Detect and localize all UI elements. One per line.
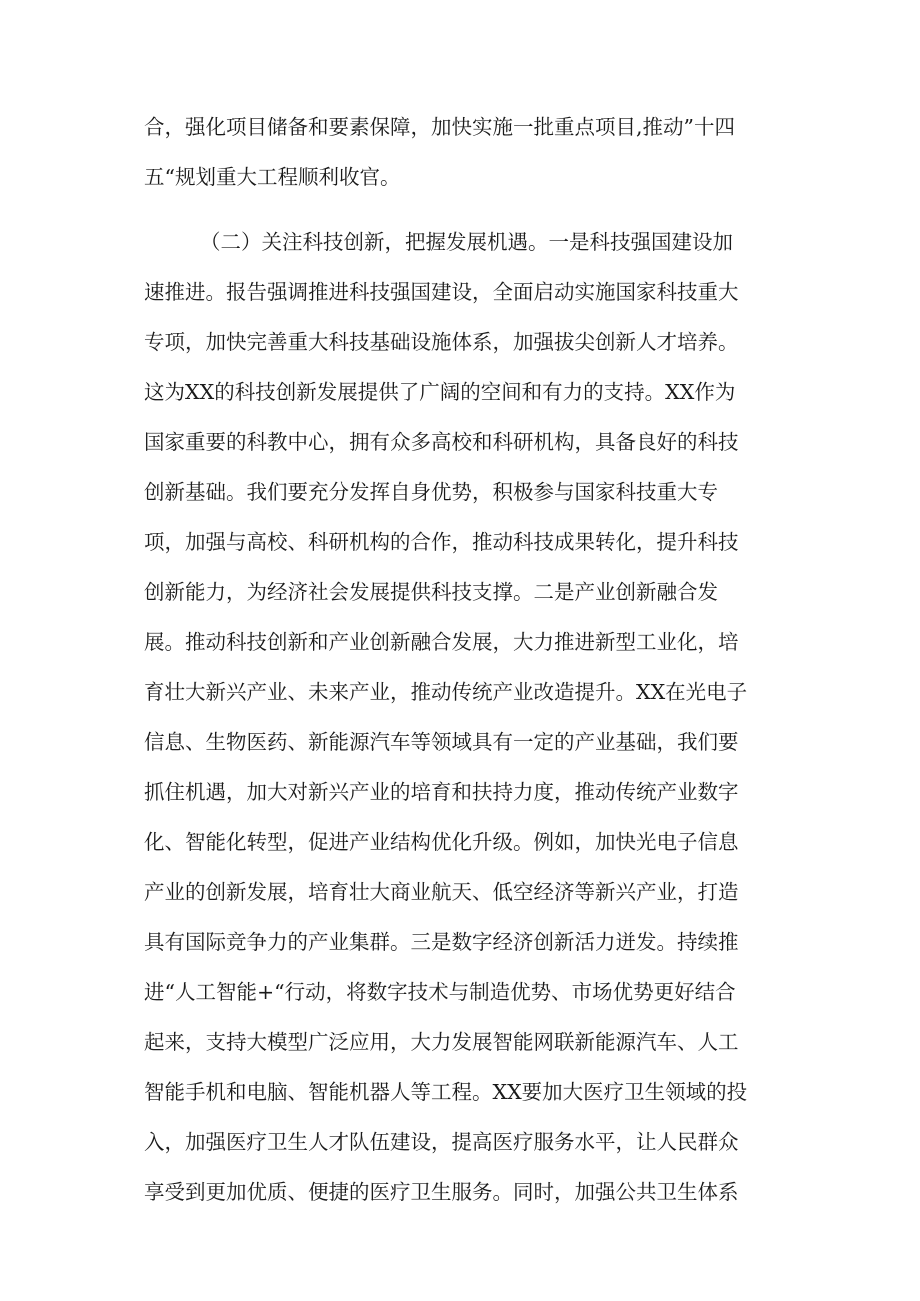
- text-line: 育壮大新兴产业、未来产业，推动传统产业改造提升。XX在光电子: [144, 680, 748, 704]
- text-line: 合，强化项目储备和要素保障，加快实施一批重点项目,推动”十四: [144, 115, 735, 139]
- text-line: 创新基础。我们要充分发挥自身优势，积极参与国家科技重大专: [144, 480, 718, 504]
- text-line: 入，加强医疗卫生人才队伍建设，提高医疗服务水平，让人民群众: [144, 1130, 739, 1154]
- text-line: 创新能力，为经济社会发展提供科技支撑。二是产业创新融合发: [144, 580, 718, 604]
- text-line: 专项，加快完善重大科技基础设施体系，加强拔尖创新人才培养。: [144, 330, 739, 354]
- text-line: 这为XX的科技创新发展提供了广阔的空间和有力的支持。XX作为: [144, 380, 736, 404]
- text-line: 国家重要的科教中心，拥有众多高校和科研机构，具备良好的科技: [144, 430, 739, 454]
- text-line: 展。推动科技创新和产业创新融合发展，大力推进新型工业化，培: [144, 630, 739, 654]
- text-line: 起来，支持大模型广泛应用，大力发展智能网联新能源汽车、人工: [144, 1030, 739, 1054]
- text-line: 项，加强与高校、科研机构的合作，推动科技成果转化，提升科技: [144, 530, 739, 554]
- text-line: 信息、生物医药、新能源汽车等领域具有一定的产业基础，我们要: [144, 730, 739, 754]
- text-line: 产业的创新发展，培育壮大商业航天、低空经济等新兴产业，打造: [144, 880, 739, 904]
- text-line: 具有国际竞争力的产业集群。三是数字经济创新活力迸发。持续推: [144, 930, 739, 954]
- text-line: 化、智能化转型，促进产业结构优化升级。例如，加快光电子信息: [144, 830, 739, 854]
- text-line: 速推进。报告强调推进科技强国建设，全面启动实施国家科技重大: [144, 280, 739, 304]
- text-line: 抓住机遇，加大对新兴产业的培育和扶持力度，推动传统产业数字: [144, 780, 739, 804]
- text-line: 进“人工智能+“行动，将数字技术与制造优势、市场优势更好结合: [144, 980, 736, 1004]
- text-line: 智能手机和电脑、智能机器人等工程。XX要加大医疗卫生领域的投: [144, 1080, 748, 1104]
- paragraph-first-line: （二）关注科技创新，把握发展机遇。一是科技强国建设加: [200, 230, 733, 254]
- text-line: 五“规划重大工程顺利收官。: [144, 165, 401, 189]
- text-line: 享受到更加优质、便捷的医疗卫生服务。同时，加强公共卫生体系: [144, 1180, 739, 1204]
